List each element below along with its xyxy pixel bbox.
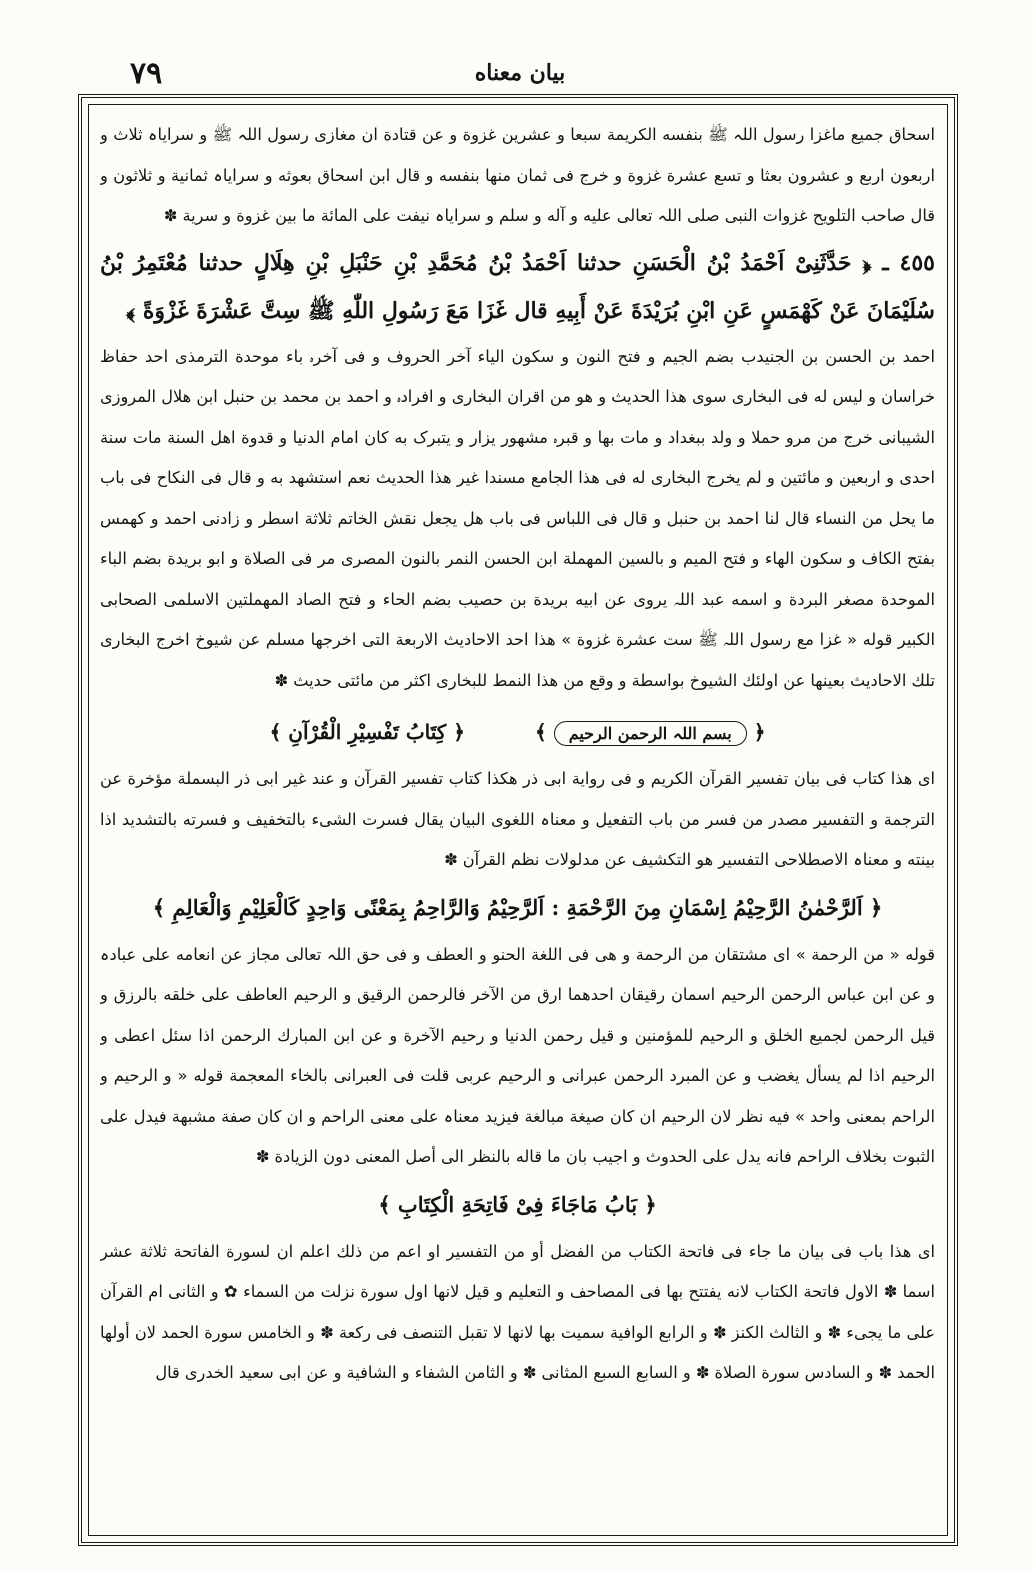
hadith-455: ٤٥٥ ـ ﴿ حَدَّثَنِیْ اَحْمَدُ بْنُ الْحَسَنِ حدثنا اَحْمَدُ بْنُ مُحَمَّدِ بْنِ حَنْبَلِ بْنِ هِلَالٍ حدثنا مُعْتَمِرُ بْنُ سُلَیْمَانَ عَنْ كَهْمَسٍ عَنِ ابْنِ بُرَیْدَةَ عَنْ أَبِیهِ قال غَزَا مَعَ رَسُولِ اللّٰهِ ﷺ سِتَّ عَشْرَةَ غَزْوَةً ﴾: [100, 249, 935, 324]
text-body: [100, 115, 935, 1540]
paragraph-maghazi: اسحاق جمیع ماغزا رسول اللہ ﷺ بنفسه الکریمة سبعا و عشرین غزوة و عن قتادة ان مغازی رسول اللہ ﷺ و سرایاہ ثلاث و اربعون اربع و عشرون بعثا و تسع عشرة غزوة و خرج فی ثمان منها بنفسه و قال ابن اسحاق بعوثه و سرایاہ ثمانیة و ثلاثون و قال صاحب التلویح غزوات النبی صلی اللہ تعالی علیه و آله و سلم و سرایاہ نیفت علی المائة ما بین غزوة و سریة ✽: [100, 125, 935, 225]
book-title: ﴿ کِتَابُ تَفْسِیْرِ الْقُرْآنِ ﴾: [269, 720, 465, 744]
paragraph-fatiha-names: ای هذا باب فی بیان ما جاء فی فاتحة الکتاب من الفضل أو من التفسیر او اعم من ذلك اعلم ان لسورة الفاتحة ثلاثة عشر اسما ✽ الاول فاتحة الکتاب لانه یفتتح بها فی المصاحف و التعلیم و قیل لانها اول سورة نزلت من السماء ✿ و الثانی ام القرآن علی ما یجیء ✽ و الثالث الکنز ✽ و الرابع الوافیة سمیت بها لانها لا تقبل التنصف فی رکعة ✽ و الخامس سورة الحمد لان أولها الحمد ✽ و السادس سورة الصلاة ✽ و السابع السبع المثانی ✽ و الثامن الشفاء و الشافیة و عن ابی سعید الخدری قال: [100, 1241, 935, 1382]
paragraph-tafsir-definition: ای هذا کتاب فی بیان تفسیر القرآن الکریم و فی روایة ابی ذر هکذا کتاب تفسیر القرآن و عند غیر ابی ذر البسملة مؤخرة عن الترجمة و التفسیر مصدر من فسر من باب التفعیل و معناہ اللغوی البیان یقال فسرت الشیء بالتخفیف و فسرته بالتشدید اذا بینته و معناہ الاصطلاحی التفسیر هو التکشیف عن مدلولات نظم القرآن ✽: [100, 769, 935, 869]
page-number: ٧٩: [130, 56, 163, 91]
page-header: [70, 56, 970, 90]
fatiha-heading: ﴿ بَابُ مَاجَاءَ فِیْ فَاتِحَةِ الْکِتَابِ ﴾: [378, 1191, 657, 1217]
paragraph-rahma-commentary: قوله « من الرحمة » ای مشتقان من الرحمة و هی فی اللغة الحنو و العطف و فی حق اللہ تعالی مجاز عن انعامه علی عبادہ و عن ابن عباس الرحمن الرحیم اسمان رقیقان احدهما ارق من الآخر فالرحمن الرقیق و الرحیم العاطف علی خلقه بالرزق و قیل الرحمن لجمیع الخلق و الرحیم للمؤمنین و قیل رحمن الدنیا و رحیم الآخرة و عن ابن المبارك الرحمن اذا سئل اعطی و الرحیم اذا لم یسأل یغضب و عن المبرد الرحمن عبرانی و الرحیم عربی قلت فی العبرانی بالخاء المعجمة قوله « و الرحیم و الراحم بمعنی واحد » فیه نظر لان الرحیم ان کان صیغة مبالغة فیزید معناہ علی معنی الراحم و ان کان صفة مشبهة فیدل علی الثبوت بخلاف الراحم فانه یدل علی الحدوث و اجیب بان ما قاله بالنظر الی أصل المعنی دون الزیادة ✽: [100, 944, 935, 1166]
basmala-heading: ﴿ بسم اللہ الرحمن الرحیم ﴾: [535, 720, 766, 744]
running-title: بیان معناه: [474, 60, 566, 86]
rahman-heading: ﴿ اَلرَّحْمٰنُ الرَّحِیْمُ اِسْمَانِ مِنَ الرَّحْمَةِ : اَلرَّحِیْمُ وَالرَّاحِمُ بِمَعْنًی وَاحِدٍ کَالْعَلِیْمِ وَالْعَالِمِ ﴾: [152, 894, 883, 920]
basmala-calligraphy: بسم اللہ الرحمن الرحیم: [554, 721, 747, 746]
paragraph-hadith-commentary: احمد بن الحسن بن الجنیدب بضم الجیم و فتح النون و سکون الیاء آخر الحروف و فی آخرہ باء موحدة الترمذی احد حفاظ خراسان و لیس له فی البخاری سوی هذا الحدیث و هو من اقران البخاری و افرادہ و احمد بن محمد بن حنبل ابن هلال المروزی الشیبانی خرج من مرو حملا و ولد ببغداد و مات بها و قبرہ مشهور یزار و یتبرک به کان امام الدنیا و قدوة اهل السنة مات سنة احدی و اربعین و مائتین و لم یخرج البخاری له فی هذا الجامع مسندا غیر هذا الحدیث نعم استشهد به و قال فی النکاح فی باب ما یحل من النساء قال لنا احمد بن حنبل و قال فی اللباس فی باب هل یجعل نقش الخاتم ثلاثة اسطر و زادنی احمد و کهمس بفتح الکاف و سکون الهاء و فتح المیم و بالسین المهملة ابن الحسن النمر بالنون المصری مر فی الصلاة و ابو بریدة بضم الباء الموحدة مصغر البردة و اسمه عبد اللہ یروی عن ابیه بریدة بن حصیب بضم الحاء و فتح الصاد المهملتین الاسلمی الصحابی الکبیر قوله « غزا مع رسول اللہ ﷺ ست عشرة غزوة » هذا احد الاحادیث الاربعة التی اخرجها مسلم عن شیوخ اخرج البخاری تلك الاحادیث بعینها عن اولئك الشیوخ بواسطة و وقع من هذا النمط للبخاری اکثر من مائتی حدیث ✽: [100, 346, 935, 690]
book-heading-row: [100, 711, 935, 753]
